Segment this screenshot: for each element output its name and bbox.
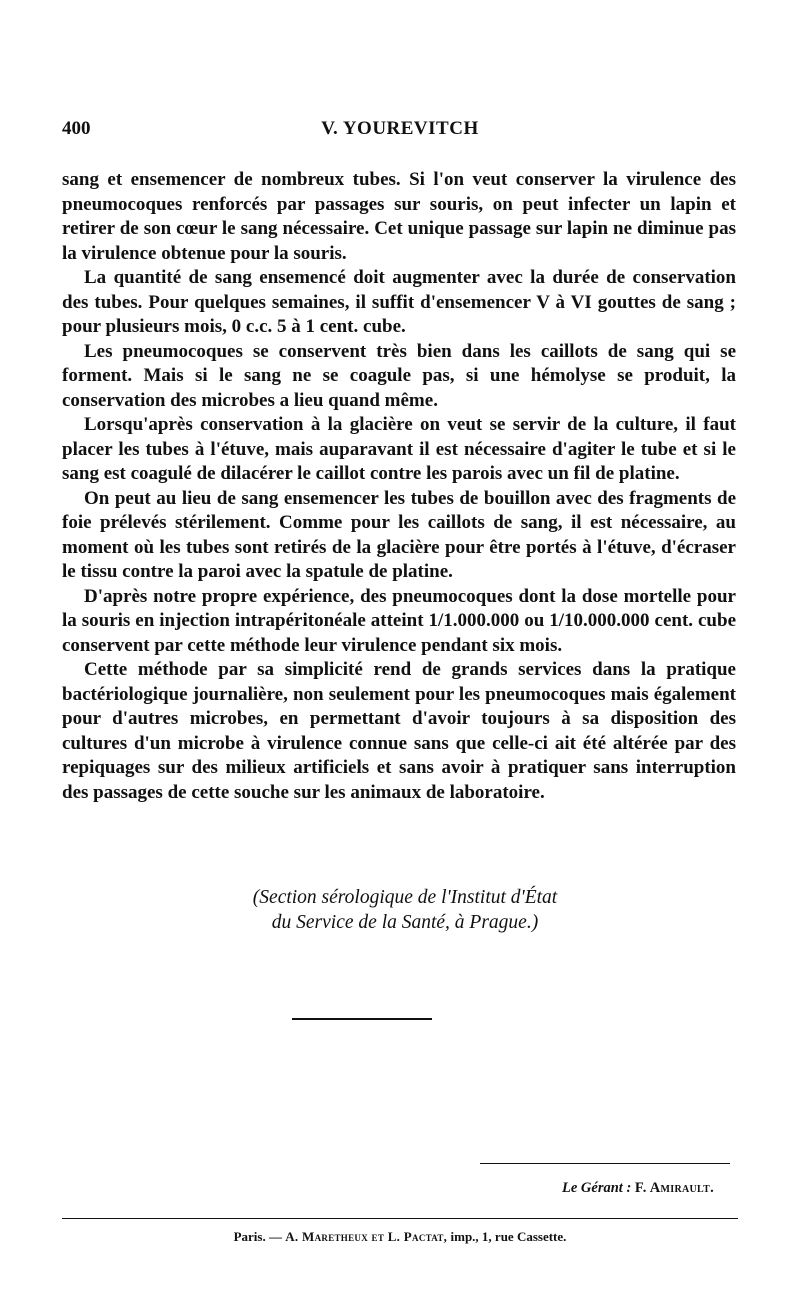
gerant-line xyxy=(562,1180,714,1197)
paragraph: Les pneumocoques se conservent très bien dans les caillots de sang qui se forment. Mais si le sang ne se coagule pas, si une hémolyse se produit, la conservation des microbes a lieu quand même. xyxy=(62,340,736,411)
page-number: 400 xyxy=(62,118,91,139)
article-body xyxy=(62,168,736,805)
paragraph: D'après notre propre expérience, des pneumocoques dont la dose mortelle pour la souris en injection intrapéritonéale atteint 1/1.000.000 ou 1/10.000.000 cent. cube conservent par cette méthode leur virulence pendant six mois. xyxy=(62,585,736,656)
footer-rule xyxy=(62,1218,738,1219)
gerant-rule xyxy=(480,1163,730,1164)
gerant-name: F. Amirault. xyxy=(634,1180,714,1196)
affiliation-signature xyxy=(62,886,736,935)
imprint-address: imp., 1, rue Cassette. xyxy=(450,1229,567,1244)
gerant-label: Le Gérant : xyxy=(562,1180,632,1196)
imprint-city: Paris. — xyxy=(233,1229,282,1244)
page-header xyxy=(62,118,738,144)
paragraph: Cette méthode par sa simplicité rend de grands services dans la pratique bactériologique journalière, non seulement pour les pneumocoques mais également pour d'autres microbes, en permettant d'avoir toujours à sa disposition des cultures d'un microbe à virulence connue sans que celle-ci ait été altérée par des repiquages sur des milieux artificiels et sans avoir à pratiquer sans interruption des passages de cette souche sur les animaux de laboratoire. xyxy=(62,659,736,803)
printer-imprint xyxy=(62,1229,738,1245)
affiliation-line-2: du Service de la Santé, à Prague.) xyxy=(271,911,539,933)
affiliation-line-1: (Section sérologique de l'Institut d'État xyxy=(252,887,558,908)
paragraph: Lorsqu'après conservation à la glacière on veut se servir de la culture, il faut placer les tubes à l'étuve, mais auparavant il est nécessaire d'agiter le tube et si le sang est coagulé de dilacérer le caillot contre les parois avec un fil de platine. xyxy=(62,414,736,484)
imprint-printers: A. Maretheux et L. Pactat, xyxy=(285,1229,448,1244)
paragraph: sang et ensemencer de nombreux tubes. Si l'on veut conserver la virulence des pneumocoques renforcés par passages sur souris, on peut infecter un lapin et retirer de son cœur le sang nécessaire. Cet unique passage sur lapin ne diminue pas la virulence obtenue pour la souris. xyxy=(62,169,736,264)
paragraph: La quantité de sang ensemencé doit augmenter avec la durée de conservation des tubes. Pour quelques semaines, il suffit d'ensemencer V à VI gouttes de sang ; pour plusieurs mois, 0 c.c. 5 à 1 cent. cube. xyxy=(62,267,736,337)
running-title: V. YOUREVITCH xyxy=(321,118,479,139)
section-divider xyxy=(292,1018,432,1020)
paragraph: On peut au lieu de sang ensemencer les tubes de bouillon avec des fragments de foie prélevés stérilement. Comme pour les caillots de sang, il est nécessaire, au moment où les tubes sont retirés de la glacière pour être portés à l'étuve, d'écraser le tissu contre la paroi avec la spatule de platine. xyxy=(62,487,736,582)
